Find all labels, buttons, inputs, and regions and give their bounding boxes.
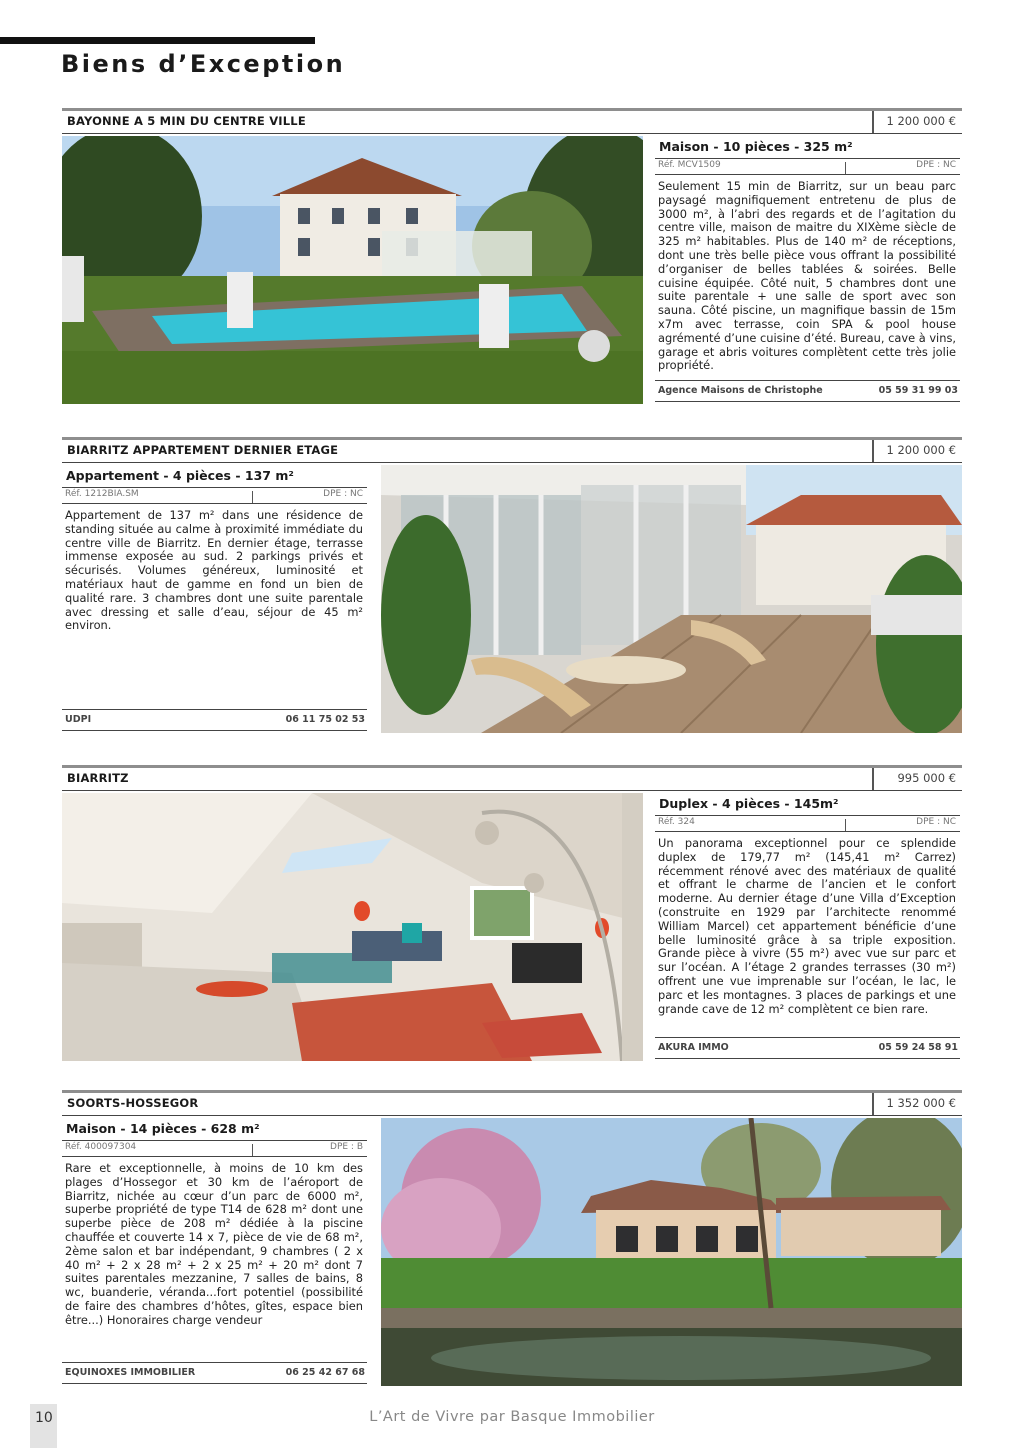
listing-header xyxy=(62,437,962,463)
listing-header xyxy=(62,108,962,134)
agency-name: Agence Maisons de Christophe xyxy=(658,385,823,396)
listing-photo xyxy=(381,465,962,733)
listing-photo xyxy=(62,793,643,1061)
page-title: Biens d’Exception xyxy=(61,50,346,78)
listing-ref: Réf. 400097304 xyxy=(65,1142,137,1152)
header-divider xyxy=(872,768,874,790)
listing-card xyxy=(62,437,962,735)
header-divider xyxy=(872,440,874,462)
listing-header xyxy=(62,765,962,791)
listing-title: Maison - 14 pièces - 628 m² xyxy=(66,1121,260,1136)
listing-card xyxy=(62,765,962,1063)
listing-card xyxy=(62,1090,962,1388)
listing-title: Maison - 10 pièces - 325 m² xyxy=(659,139,853,154)
agency-phone: 06 11 75 02 53 xyxy=(285,714,365,725)
agency-name: UDPI xyxy=(65,714,92,725)
listing-ref: Réf. 324 xyxy=(658,817,695,827)
agency-name: AKURA IMMO xyxy=(658,1042,729,1053)
listing-dpe: DPE : NC xyxy=(323,489,363,499)
top-accent-bar xyxy=(0,37,315,44)
listing-header xyxy=(62,1090,962,1116)
listing-ref: Réf. MCV1509 xyxy=(658,160,721,170)
agency-phone: 05 59 31 99 03 xyxy=(878,385,958,396)
listing-price: 1 200 000 € xyxy=(886,443,956,457)
listing-location: BIARRITZ xyxy=(67,771,129,785)
listing-dpe: DPE : NC xyxy=(916,160,956,170)
agency-phone: 05 59 24 58 91 xyxy=(878,1042,958,1053)
agency-row xyxy=(62,709,367,731)
listing-description: Rare et exceptionnelle, à moins de 10 km des plages d’Hossegor et 30 km de l’aéroport de Biarritz, nichée au cœur d’un parc de 6000 m², superbe propriété de type T14 de 628 m² dont une superbe pièce de 208 m² dédiée à la piscine chauffée et couverte 14 x 7, pièce de vie de 68 m², 2ème salon et bar indépendant, 9 chambres ( 2 x 40 m² + 2 x 28 m² + 2 x 25 m² + 20 m² dont 7 suites parentales mezzanine, 7 salles de bains, 8 wc, buanderie, véranda...fort potentiel (possibilité de faire des chambres d’hôtes, gîtes, espace bien être...) Honoraires charge vendeur xyxy=(65,1161,363,1327)
listing-description: Appartement de 137 m² dans une résidence de standing située au calme à proximité immédiate du centre ville de Biarritz. En dernier étage, terrasse immense exposée au sud. 2 parkings privés et sécurisés. Volumes généreux, luminosité et matériaux haut de gamme en fond un bien de qualité rare. 3 chambres dont une suite parentale avec dressing et salle d’eau, séjour de 45 m² environ. xyxy=(65,508,363,633)
header-divider xyxy=(872,1093,874,1115)
listing-dpe: DPE : NC xyxy=(916,817,956,827)
listing-info xyxy=(62,465,367,735)
listing-info xyxy=(655,793,960,1063)
listing-ref: Réf. 1212BIA.SM xyxy=(65,489,139,499)
listing-info xyxy=(655,136,960,406)
listing-location: BAYONNE A 5 MIN DU CENTRE VILLE xyxy=(67,114,306,128)
listing-location: BIARRITZ APPARTEMENT DERNIER ETAGE xyxy=(67,443,339,457)
listing-price: 1 200 000 € xyxy=(886,114,956,128)
listing-title: Appartement - 4 pièces - 137 m² xyxy=(66,468,294,483)
listing-description: Un panorama exceptionnel pour ce splendide duplex de 179,77 m² (145,41 m² Carrez) récemment rénové avec des matériaux de qualité et offrant le charme de l’ancien et le confort moderne. Au dernier étage d’une Villa d’Exception (construite en 1929 par l’architecte renommé William Marcel) cet appartement bénéficie d’une belle luminosité grâce à sa triple exposition. Grande pièce à vivre (55 m²) avec vue sur parc et sur l’océan. A l’étage 2 grandes terrasses (30 m²) offrent une vue imprenable sur l’océan, le lac, le parc et les montagnes. 3 places de parkings et une grande cave de 12 m² complètent ce bien rare. xyxy=(658,836,956,1016)
listing-card xyxy=(62,108,962,406)
agency-row xyxy=(62,1362,367,1384)
listing-description: Seulement 15 min de Biarritz, sur un beau parc paysagé magnifiquement entretenu de plus de 3000 m², à l’abri des regards et de l’agitation du centre ville, maison de maitre du XIXème siècle de 325 m² habitables. Plus de 140 m² de réceptions, dont une très belle pièce vous offrant la possibilité d’organiser de belles tablées & soirées. Belle cuisine équipée. Côté nuit, 5 chambres dont une suite parentale + une salle de sport avec son sauna. Côté piscine, un magnifique bassin de 15m x7m avec terrasse, coin SPA & pool house agrémenté d’une cuisine d’été. Bureau, cave à vins, garage et abris voitures complètent cette très jolie propriété. xyxy=(658,179,956,373)
agency-name: EQUINOXES IMMOBILIER xyxy=(65,1367,196,1378)
agency-row xyxy=(655,380,960,402)
listing-price: 995 000 € xyxy=(897,771,956,785)
listing-photo xyxy=(62,136,643,404)
listing-location: SOORTS-HOSSEGOR xyxy=(67,1096,199,1110)
listing-dpe: DPE : B xyxy=(330,1142,363,1152)
header-divider xyxy=(872,111,874,133)
agency-phone: 06 25 42 67 68 xyxy=(285,1367,365,1378)
listing-photo xyxy=(381,1118,962,1386)
listing-info xyxy=(62,1118,367,1388)
listing-title: Duplex - 4 pièces - 145m² xyxy=(659,796,839,811)
agency-row xyxy=(655,1037,960,1059)
page-number: 10 xyxy=(35,1410,53,1426)
page-footer xyxy=(0,1404,1024,1448)
listing-price: 1 352 000 € xyxy=(886,1096,956,1110)
footer-tagline: L’Art de Vivre par Basque Immobilier xyxy=(369,1409,655,1425)
